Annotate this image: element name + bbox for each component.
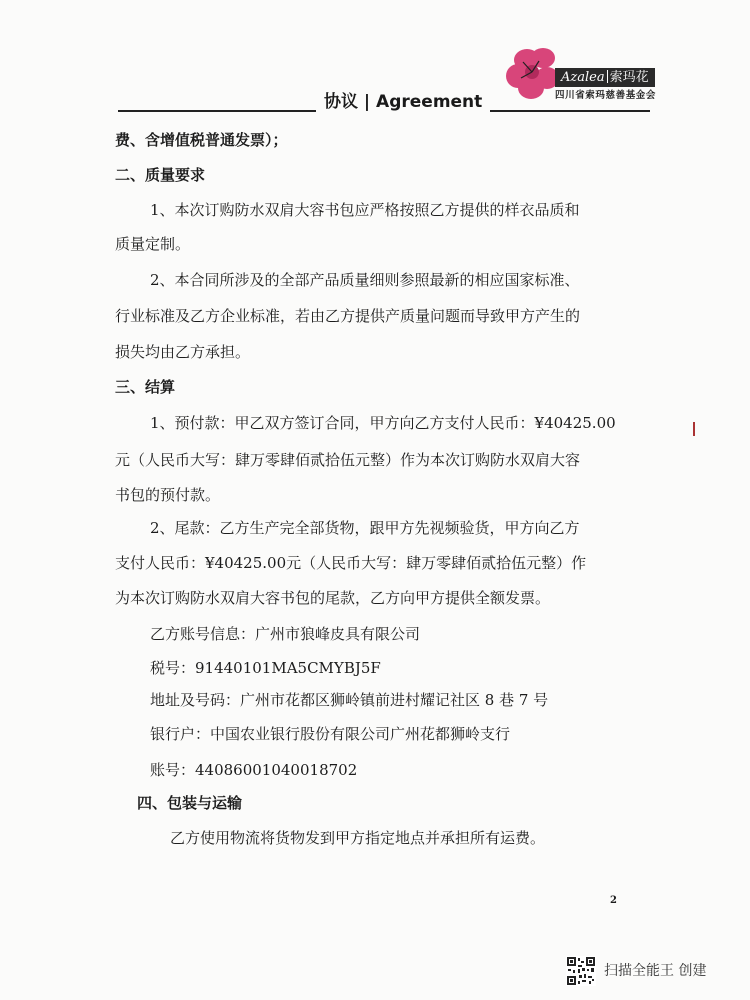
address: 地址及号码：广州市花都区狮岭镇前进村耀记社区 8 巷 7 号 bbox=[150, 691, 549, 709]
text-line: 1、预付款：甲乙双方签订合同，甲方向乙方支付人民币：¥40425.00 bbox=[150, 414, 616, 432]
scanner-watermark bbox=[566, 956, 734, 986]
text-line: 1、本次订购防水双肩大容书包应严格按照乙方提供的样衣品质和 bbox=[150, 201, 580, 219]
page-number: 2 bbox=[610, 895, 617, 906]
text-line: 书包的预付款。 bbox=[115, 486, 221, 504]
account-info: 乙方账号信息：广州市狼峰皮具有限公司 bbox=[150, 625, 421, 643]
scan-speck bbox=[693, 422, 695, 436]
watermark-text: 扫描全能王 创建 bbox=[604, 963, 707, 979]
account-number: 账号：44086001040018702 bbox=[150, 761, 358, 779]
text-line: 元（人民币大写：肆万零肆佰贰拾伍元整）作为本次订购防水双肩大容 bbox=[115, 451, 581, 469]
section-heading-quality: 二、质量要求 bbox=[115, 166, 206, 184]
text-line: 损失均由乙方承担。 bbox=[115, 343, 251, 361]
text-line: 行业标准及乙方企业标准，若由乙方提供产质量问题而导致甲方产生的 bbox=[115, 307, 581, 325]
section-heading-packaging: 四、包装与运输 bbox=[137, 794, 243, 812]
qr-code-icon bbox=[566, 956, 596, 986]
text-line: 2、本合同所涉及的全部产品质量细则参照最新的相应国家标准、 bbox=[150, 271, 580, 289]
text-line: 费、含增值税普通发票）； bbox=[115, 131, 288, 149]
text-line: 2、尾款：乙方生产完全部货物，跟甲方先视频验货，甲方向乙方 bbox=[150, 519, 580, 537]
tax-number: 税号：91440101MA5CMYBJ5F bbox=[150, 659, 381, 677]
text-line: 为本次订购防水双肩大容书包的尾款，乙方向甲方提供全额发票。 bbox=[115, 589, 551, 607]
brand-label: Azalea 索玛花 bbox=[555, 68, 655, 87]
section-heading-settlement: 三、结算 bbox=[115, 378, 176, 396]
page-title: 协议 | Agreement bbox=[316, 90, 490, 114]
bank-name: 银行户：中国农业银行股份有限公司广州花都狮岭支行 bbox=[150, 725, 511, 743]
text-line: 质量定制。 bbox=[115, 235, 191, 253]
text-line: 支付人民币：¥40425.00元（人民币大写：肆万零肆佰贰拾伍元整）作 bbox=[115, 554, 587, 572]
text-line: 乙方使用物流将货物发到甲方指定地点并承担所有运费。 bbox=[170, 829, 546, 847]
foundation-name: 四川省索玛慈善基金会 bbox=[555, 90, 657, 101]
